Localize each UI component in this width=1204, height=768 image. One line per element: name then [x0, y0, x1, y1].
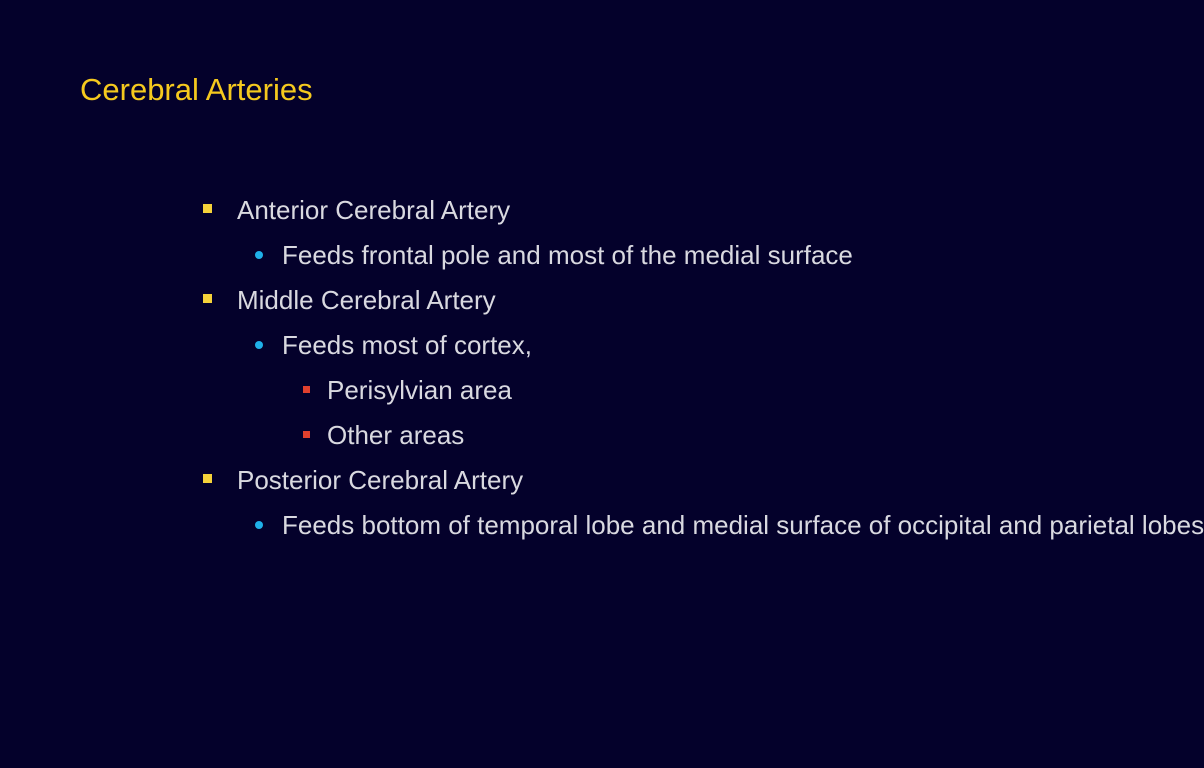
slide-title: Cerebral Arteries	[80, 72, 313, 107]
square-bullet-icon	[203, 294, 212, 303]
bullet-text: Posterior Cerebral Artery	[237, 465, 524, 495]
square-bullet-icon	[203, 204, 212, 213]
bullet-text: Feeds frontal pole and most of the medial surface	[282, 240, 853, 270]
square-bullet-icon	[303, 386, 310, 393]
dot-bullet-icon	[255, 251, 263, 259]
square-bullet-icon	[203, 474, 212, 483]
bullet-text: Middle Cerebral Artery	[237, 285, 496, 315]
square-bullet-icon	[303, 431, 310, 438]
bullet-text: Other areas	[327, 420, 465, 450]
bullet-text: Anterior Cerebral Artery	[237, 195, 511, 225]
bullet-text: Perisylvian area	[327, 375, 512, 405]
bullet-text: Feeds most of cortex,	[282, 330, 532, 360]
dot-bullet-icon	[255, 341, 263, 349]
bullet-text: Feeds bottom of temporal lobe and medial surface of occipital and parietal lobes	[282, 510, 1204, 540]
dot-bullet-icon	[255, 521, 263, 529]
